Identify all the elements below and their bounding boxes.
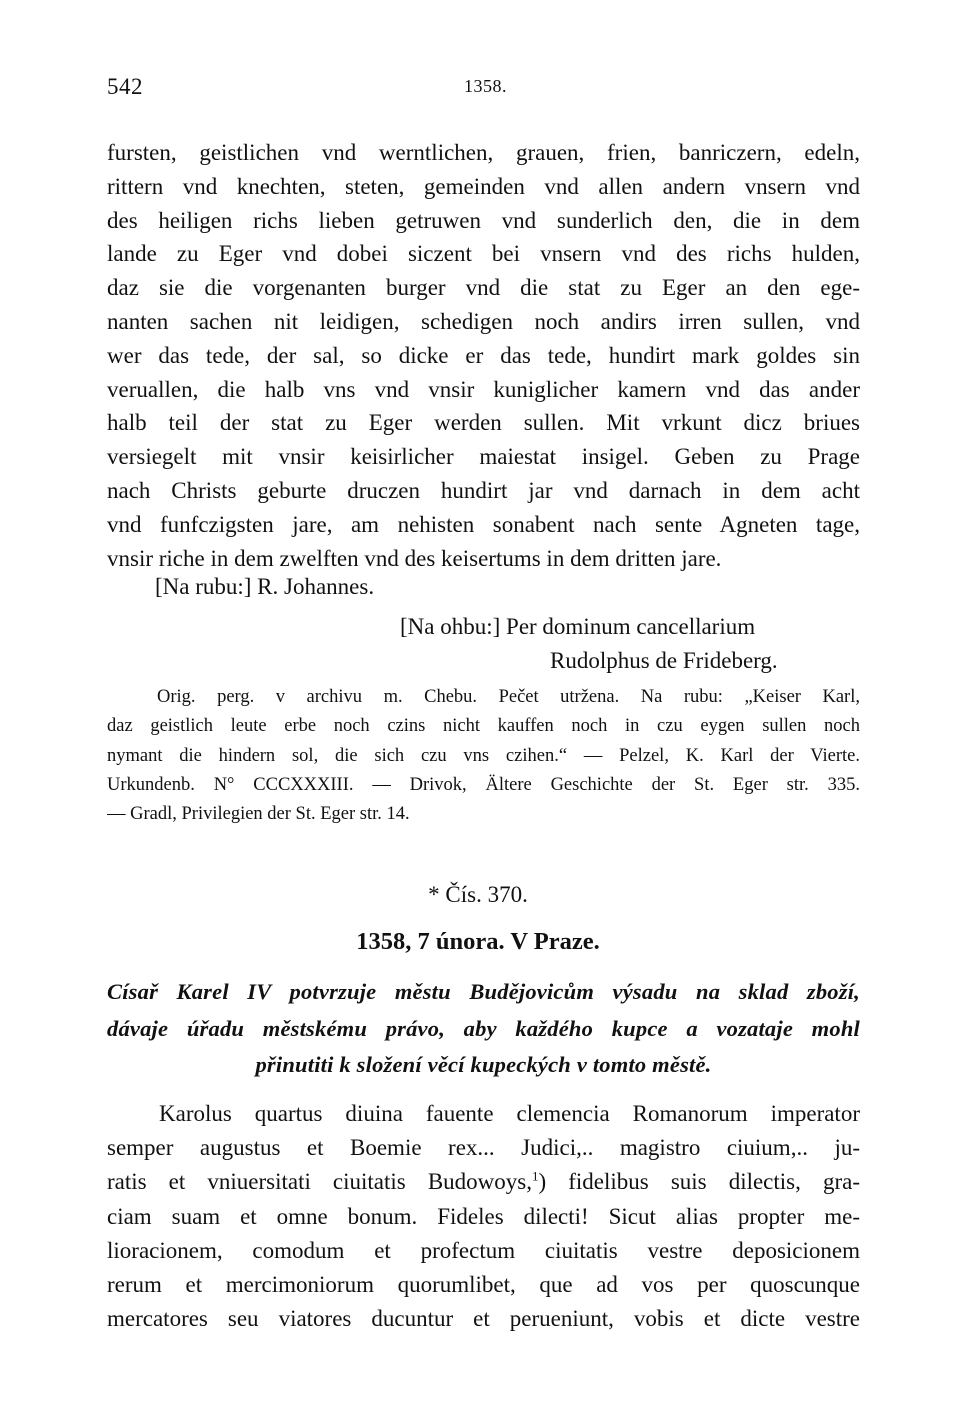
page-number: 542 (107, 74, 143, 99)
signature-reverse: [Na rubu:] R. Johannes. (155, 574, 375, 599)
signature-fold-name: Rudolphus de Frideberg. (550, 648, 778, 673)
latin-charter-text (107, 1097, 860, 1336)
document-number (0, 882, 960, 908)
text-line: versiegelt mit vnsir keisirlicher maiestat insigel. Geben zu Prage (107, 444, 860, 470)
text-line: vnsir riche in dem zwelften vnd des keisertums in dem dritten jare. (107, 545, 722, 571)
text-line: vnd funfczigsten jare, am nehisten sonabent nach sente Agneten tage, (107, 511, 860, 537)
document-date-text: 1358, 7 února. V Praze. (356, 928, 600, 955)
abstract-line: Císař Karel IV potvrzuje městu Budějovicům výsadu na sklad zboží, (107, 979, 860, 1004)
signature-fold (400, 610, 778, 678)
running-head-year: 1358. (464, 76, 507, 96)
note-line: Orig. perg. v archivu m. Chebu. Pečet utržena. Na rubu: „Keiser Karl, (157, 687, 860, 707)
charter-text-continuation (107, 136, 860, 575)
latin-line: mercatores seu viatores ducuntur et perueniunt, vobis et dicte vestre (107, 1306, 860, 1332)
text-line: veruallen, die halb vns vnd vnsir kuniglicher kamern vnd das ander (107, 376, 860, 402)
abstract-line: přinutiti k složení věcí kupeckých v tomto městě. (255, 1052, 712, 1077)
signature-fold-line: [Na ohbu:] Per dominum cancellarium (400, 614, 756, 639)
latin-line: ciam suam et omne bonum. Fideles dilecti! Sicut alias propter me- (107, 1203, 860, 1229)
latin-line-part: ) fidelibus suis dilectis, gra- (538, 1169, 860, 1195)
latin-line: semper augustus et Boemie rex... Judici,.. magistro ciuium,.. ju- (107, 1135, 860, 1161)
note-line: — Gradl, Privilegien der St. Eger str. 14. (107, 804, 410, 825)
text-line: nach Christs geburte druczen hundirt jar vnd darnach in dem acht (107, 477, 860, 503)
footnote-marker[interactable]: 1 (532, 1168, 539, 1184)
note-line: Urkundenb. N° CCCXXXIII. — Drivok, Ältere Geschichte der St. Eger str. 335. (107, 774, 860, 795)
text-line: rittern vnd knechten, steten, gemeinden vnd allen andern vnsern vnd (107, 173, 860, 199)
note-line: nymant die hindern sol, die sich czu vns czihen.“ — Pelzel, K. Karl der Vierte. (107, 745, 860, 766)
document-date-place (0, 928, 960, 956)
latin-line: lioracionem, comodum et profectum ciuitatis vestre deposicionem (107, 1237, 860, 1263)
abstract-line: dávaje úřadu městskému právo, aby každého kupce a vozataje mohl (107, 1015, 860, 1041)
text-line: nanten sachen nit leidigen, schedigen noch andirs irren sullen, vnd (107, 308, 860, 334)
running-head (107, 74, 867, 102)
latin-line (107, 1165, 860, 1199)
text-line: daz sie die vorgenanten burger vnd die stat zu Eger an den ege- (107, 275, 860, 301)
text-line: lande zu Eger vnd dobei siczent bei vnsern vnd des richs hulden, (107, 241, 860, 267)
source-note (107, 683, 860, 829)
latin-line: Karolus quartus diuina fauente clemencia Romanorum imperator (159, 1101, 860, 1126)
note-line: daz geistlich leute erbe noch czins nicht kauffen noch in czu eygen sullen noch (107, 716, 860, 737)
text-line: halb teil der stat zu Eger werden sullen. Mit vrkunt dicz briues (107, 410, 860, 436)
text-line: des heiligen richs lieben getruwen vnd sunderlich den, die in dem (107, 207, 860, 233)
document-number-text: * Čís. 370. (428, 882, 528, 907)
document-abstract (107, 974, 860, 1084)
latin-line-part: ratis et vniuersitati ciuitatis Budowoys, (107, 1169, 532, 1195)
text-line: fursten, geistlichen vnd werntlichen, grauen, frien, banriczern, edeln, (107, 140, 860, 165)
latin-line: rerum et mercimoniorum quorumlibet, que ad vos per quoscunque (107, 1272, 860, 1298)
text-line: wer das tede, der sal, so dicke er das tede, hundirt mark goldes sin (107, 342, 860, 368)
